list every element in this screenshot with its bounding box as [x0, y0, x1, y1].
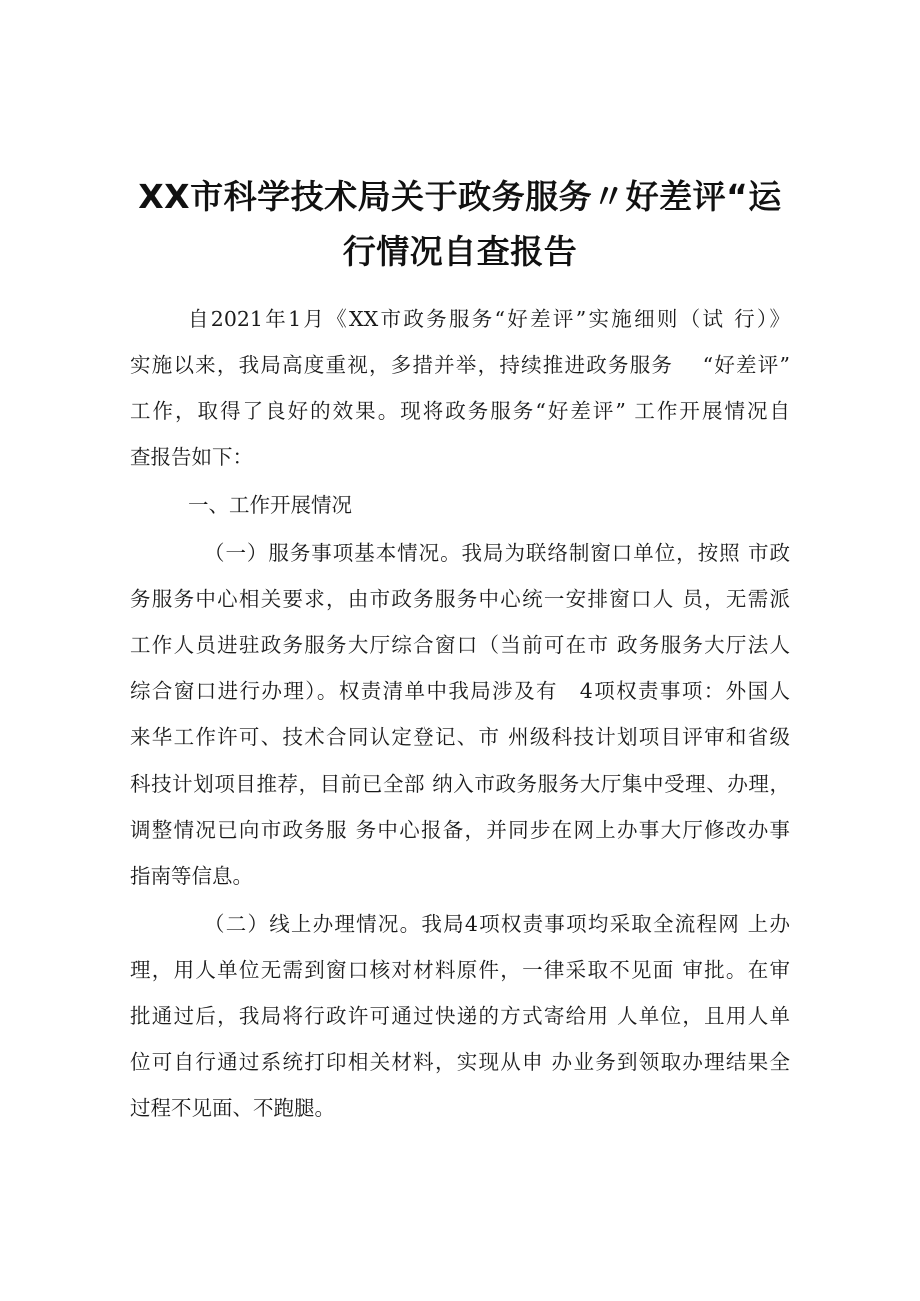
subsection-1-line-4: 综合窗口进行办理）。权责清单中我局涉及有 4项权责事项：外国人 [130, 679, 790, 703]
subsection-1-line-1: （一）服务事项基本情况。我局为联络制窗口单位，按照 市政 [204, 541, 790, 565]
intro-paragraph-line-3: 工作，取得了良好的效果。现将政务服务“好差评” 工作开展情况自 [130, 399, 790, 423]
subsection-2-line-1: （二）线上办理情况。我局4项权责事项均采取全流程网 上办 [204, 912, 790, 936]
subsection-1-line-8: 指南等信息。 [130, 864, 253, 888]
subsection-2-line-4: 位可自行通过系统打印相关材料，实现从申 办业务到领取办理结果全 [130, 1050, 790, 1074]
subsection-1-line-7: 调整情况已向市政务服 务中心报备，并同步在网上办事大厅修改办事 [130, 818, 790, 842]
subsection-1-line-2: 务服务中心相关要求，由市政务服务中心统一安排窗口人 员，无需派 [130, 587, 790, 611]
document-title-line-2: 行情况自查报告 [342, 232, 578, 271]
subsection-1-line-3: 工作人员进驻政务服务大厅综合窗口（当前可在市 政务服务大厅法人 [130, 633, 790, 657]
subsection-2-line-2: 理，用人单位无需到窗口核对材料原件，一律采取不见面 审批。在审 [130, 958, 790, 982]
document-title-line-1: XX市科学技术局关于政务服务〃好差评“运 [138, 177, 782, 216]
intro-paragraph-line-1: 自2021年1月《XX市政务服务“好差评”实施细则（试 行）》 [188, 307, 790, 331]
subsection-1-line-6: 科技计划项目推荐，目前已全部 纳入市政务服务大厅集中受理、办理， [130, 772, 790, 796]
intro-paragraph-line-4: 查报告如下： [130, 445, 253, 469]
subsection-2-line-3: 批通过后，我局将行政许可通过快递的方式寄给用 人单位，且用人单 [130, 1004, 790, 1028]
subsection-2-line-5: 过程不见面、不跑腿。 [130, 1096, 335, 1120]
section-heading: 一、工作开展情况 [188, 493, 352, 517]
subsection-1-line-5: 来华工作许可、技术合同认定登记、市 州级科技计划项目评审和省级 [130, 725, 790, 749]
intro-paragraph-line-2: 实施以来，我局高度重视，多措并举，持续推进政务服务 “好差评” [130, 353, 790, 377]
